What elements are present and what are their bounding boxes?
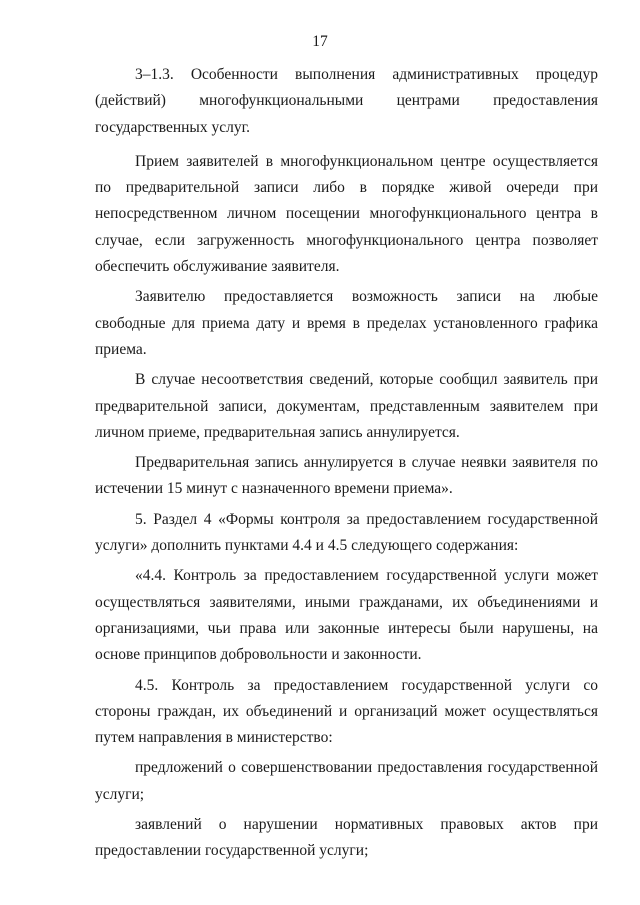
page-number: 17: [312, 33, 328, 50]
paragraph-booking: Заявителю предоставляется возможность записи на любые свободные для приема дату и время в пределах установленного графика приема.: [95, 288, 598, 358]
paragraph-mismatch: В случае несоответствия сведений, которые сообщил заявитель при предварительной записи, документам, представленным заявителем при личном приеме, предварительная запись аннулируется.: [95, 371, 598, 441]
paragraph-statements: заявлений о нарушении нормативных правовых актов при предоставлении государственной услуги;: [95, 816, 598, 860]
document-body: [95, 62, 598, 865]
paragraph-4-5: 4.5. Контроль за предоставлением государственной услуги со стороны граждан, их объединений и организаций может осуществляться путем направления в министерство:: [95, 676, 598, 747]
paragraph-proposals: предложений о совершенствовании предоставления государственной услуги;: [95, 759, 598, 803]
paragraph-reception: Прием заявителей в многофункциональном центре осуществляется по предварительной записи либо в порядке живой очереди при непосредственном личном посещении многофункционального центра в случае, если загруженность многофункционального центра позволяет обеспечить обслуживание заявителя.: [95, 152, 598, 276]
paragraph-no-show: Предварительная запись аннулируется в случае неявки заявителя по истечении 15 минут с назначенного времени приема».: [95, 454, 598, 498]
paragraph-4-4: «4.4. Контроль за предоставлением государственной услуги может осуществляться заявителями, иными гражданами, их объединениями и организациями, чьи права или законные интересы были нарушены, на основе принципов добровольности и законности.: [95, 567, 598, 664]
paragraph-section-3-1-3: 3–1.3. Особенности выполнения административных процедур (действий) многофункциональными центрами предоставления государственных услуг.: [95, 66, 598, 136]
paragraph-section-4-amend: 5. Раздел 4 «Формы контроля за предоставлением государственной услуги» дополнить пунктами 4.4 и 4.5 следующего содержания:: [95, 510, 598, 555]
